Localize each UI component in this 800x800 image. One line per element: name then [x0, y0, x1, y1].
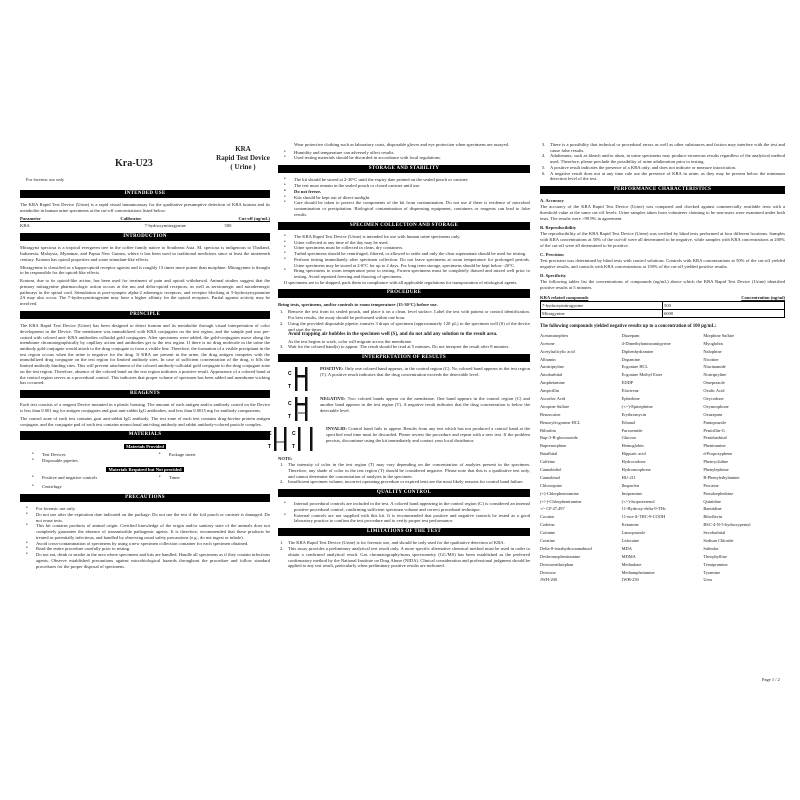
compound-item: Lansoprazole [621, 530, 646, 536]
compound-item: Caffeine [540, 459, 556, 465]
result-positive: C T POSITIVE: Only one colored band appears, in the control region (C). No colored band appears in the test region (T). A positive result indicates that the drug concentration exceeds the detectable level. [278, 366, 530, 392]
svg-text:C: C [268, 431, 272, 438]
compound-item: Acetone [540, 340, 555, 346]
compound-item: Hydromorphone [621, 467, 651, 472]
compound-item: Urea [703, 577, 712, 583]
compound-item: Oxymorphone [703, 403, 729, 409]
compound-item: Chloroquine [540, 482, 562, 488]
compound-item: Amphetamine [540, 380, 565, 386]
intended-use-text: The KRA Rapid Test Device (Urine) is a rapid visual immunoassay for the qualitative presumptive detection of KRA kratom and its metabolite in human urine specimens at the cut-off concentrations listed below: [20, 202, 270, 213]
related-compounds-table [540, 301, 785, 317]
svg-text:T: T [288, 414, 292, 421]
compound-item: Amitriptyline [540, 364, 564, 370]
result-negative: C T NEGATIVE: Two colored bands appear on the membrane. One band appears in the control region (C) and another band appears in the test region (T). A negative result indicates that the drug concentration is below the detectable level. [278, 396, 530, 422]
compound-item: Pantoprazole [703, 419, 727, 425]
compound-item: Albumin [540, 356, 556, 362]
compound-item: Oxalic Acid [703, 388, 725, 394]
compound-item: Penicillin-G [703, 427, 725, 433]
svg-text:T: T [268, 444, 272, 451]
positive-strip-icon [278, 366, 320, 392]
compound-item: (+/-)-Epinephrine [621, 403, 653, 409]
compound-item: Cannabidiol [540, 467, 562, 472]
compound-item: Morphine Sulfate [703, 332, 735, 338]
compound-item: Trimipramine [703, 561, 728, 567]
compound-item: Butalbital [540, 451, 558, 457]
compound-item: Efavirenz [621, 388, 639, 394]
compound-item: +/- CP 47,497 [540, 506, 565, 512]
cutoff-table: Parameter Calibrator Cut-off (ng/mL) KRA 7-hydroxymitragynine 500 [20, 215, 270, 228]
compound-item: Oxycodone [703, 395, 724, 401]
compound-item: Dextrose [540, 569, 556, 575]
compound-item: Niacinamide [703, 364, 726, 370]
section-principle: PRINCIPLE [20, 311, 270, 319]
compound-item: Nortriptyline [703, 372, 727, 378]
section-procedure: PROCEDURE [278, 289, 530, 297]
related-compounds-header: KRA related compounds Concentration (ng/ml) [540, 294, 785, 300]
svg-text:T: T [292, 444, 296, 451]
compound-item: JWH-200 [540, 577, 558, 583]
document-header [20, 140, 270, 186]
compound-item: Acetylsalicylic acid [540, 348, 575, 354]
compound-item: Ephedrine [621, 395, 640, 401]
compound-item: Imipramine [621, 490, 643, 496]
compound-item: Ketamine [621, 522, 639, 528]
table-row: KRA 7-hydroxymitragynine 500 [20, 222, 232, 228]
compound-item: Ampicillin [540, 388, 560, 394]
compound-item: Ranitidine [703, 506, 722, 512]
compound-item: Procaine [703, 482, 719, 488]
compound-item: Sodium Chloride [703, 538, 734, 544]
compound-item: Ecgonine HCL [621, 364, 649, 370]
compound-item: Benzocaine [540, 411, 561, 417]
compound-item: 11-nor-Δ-THC-9-COOH [621, 514, 666, 520]
svg-text:T: T [288, 384, 292, 391]
result-invalid: C T C T INVALID: Control band fails to appear. Results from any test which has not produced a control band at the specified read time must be discarded. Please review the procedure and repeat with a new test. If the problem persists, discontinue using the kit immediately and contact your local distributor. [268, 426, 530, 451]
compound-item: Pentobarbital [703, 435, 727, 441]
section-reagents: REAGENTS [20, 390, 270, 398]
compound-item: Ethanol [621, 419, 636, 425]
compound-item: Cocaine [540, 514, 555, 520]
compound-item: Pseudoephedrine [703, 490, 734, 496]
compound-item: Ecgonine Methyl Ester [621, 372, 663, 378]
invalid-strip-icon [268, 426, 326, 452]
compound-item: Bilirubin [540, 427, 556, 433]
compound-item: Amobarbital [540, 372, 563, 378]
compound-item: Creatine [540, 538, 555, 544]
compound-item: Glucose [621, 435, 637, 441]
compound-item: Tyramine [703, 569, 721, 575]
compound-item: Buprenorphine [540, 443, 567, 449]
compound-item: Nalophine [703, 348, 722, 354]
compound-item: (+)-Chlorpheniramine [540, 490, 579, 496]
compound-item: Methamphetamine [621, 569, 655, 575]
compound-item: B-Phenylethylamine [703, 474, 740, 480]
compound-item: Lidocaine [621, 538, 640, 544]
section-storage: STORAGE AND STABILITY [278, 165, 530, 173]
column-1: INTENDED USE The KRA Rapid Test Device (Urine) is a rapid visual immunoassay for the qualitative presumptive detection of KRA kratom and its metabolite in human urine specimens at the cut-off concentrations listed below: Parameter Calibrator Cut-off (ng/mL) KRA 7-hydroxymitragynine 500 INTRODUCTION Mitragyna speciosa is a tropical evergreen tree in the coffee family native to Southeast Asia. M. speciosa is indigenous to Thailand, Indonesia, Malaysia, Myanmar, and Papua New Guinea, where it has been used in traditional medicines since at least the nineteenth century. Kratom has opioid properties and some stimulant-like effects. Mitragynine is classified as a kappa-opioid receptor agonist and is roughly 13 times more potent than morphine. Mitragynine is thought to be responsible for the opioid-like effects. Kratom, due to its opioid-like action, has been used for treatment of pain and opioid withdrawal. Animal studies suggest that the primary mitragynine pharmacologic action occurs at the mu and delta-opioid receptors, as well as serotonergic and noradrenergic pathways in the spinal cord. Stimulation at post-synaptic alpha-2 adrenergic receptors, and receptor blocking at 5-hydroxytryptamine 2A may also occur. The 7-hydroxymitragynine may have a higher affinity for the opioid receptors. Partial agonist activity may be involved. PRINCIPLE The KRA Rapid Test Device (Urine) has been designed to detect kratom and its metabolite through visual interpretation of color development in the Device. The membrane was immobilized with KRA conjugates on the test region, and the sample pad was pre-coated with colored anti- KRA antibodies colloidal gold conjugates. After specimens were added, the gold-conjugates move along the membrane chromatographically by capillary action and antibodies get to the test region. If there is no drug molecule in the urine the antibody gold conjugate would attach to the drug conjugate to form a visible line. Therefore, the formation of a visible precipitant in the test region occurs when the urine is negative for the drug. If KRA are present in the urine, the drug antigen competes with the immobilized drug conjugate on the test region for limited antibody sites. In case of sufficient concentration of the drug, it fills the limited antibody binding sites. This will prevent attachment of the colored antibody-colloidal gold conjugate to the drug conjugate zone on the test region. Therefore, absence of the colored band on the test region indicates a positive result. Appearance of a colored band at the control region serves as a procedural control. This indicates that proper volume of specimen has been added and membrane wicking has occurred. REAGENTS Each test consists of a reagent Device mounted in a plastic housing. The amount of each antigen and/or antibody coated on the Device is less than 0.001 mg for antigen conjugates and goat anti-rabbit IgG antibodies, and less than 0.0015 mg for antibody components. The control zone of each test contains goat anti-rabbit IgG antibody. The test zone of each test contains drug-bovine protein antigen conjugate, and the conjugate pad of each test contains monoclonal anti-drug antibody and rabbit antibody-colored particle complex. MATERIALS Materials Provided • Test Devices • Disposable pipettes • Package insert Materials Required but Not provided • Positive and negative controls • Centrifuge • Timer PRECAUTIONS • For forensic use only. • Do not use after the expiration date indicated on the package. Do not use the test if the foil pouch or canister is damaged. Do not reuse tests. • This kit contains products of animal origin. Certified knowledge of the origin and/or sanitary state of the animals does not completely guarantee the absence of transmissible pathogenic agents. It is therefore, recommended that these products be treated as potentially infectious, and handled by observing usual safety precautions (e.g., do not ingest or inhale). • Avoid cross-contamination of specimens by using a new specimen collection container for each specimen obtained. • Read the entire procedure carefully prior to testing. • Do not eat, drink or smoke in the area where specimens and kits are handled. Handle all specimens as if they contain infectious agents. Observe established precautions against microbiological hazards throughout the procedure and follow standard procedures for the proper disposal of specimens. [20, 186, 270, 569]
compound-item: MDMA [621, 553, 636, 559]
table-row: Mitragynine 6000 [541, 310, 785, 318]
compound-item: Desbromopheniramine [540, 553, 581, 559]
compound-item: Quinidine [703, 498, 721, 504]
section-quality-control: QUALITY CONTROL [278, 489, 530, 497]
section-performance: PERFORMANCE CHARACTERISTICS [540, 186, 785, 194]
compound-item: Secobarbital [703, 530, 726, 536]
section-interpretation: INTERPRETATION OF RESULTS [278, 354, 530, 362]
section-precautions: PRECAUTIONS [20, 494, 270, 502]
column-2: Wear protective clothing such as laboratory coats, disposable gloves and eye protection when specimens are assayed. • Humidity and temperature can adversely affect results. • Used testing materials should be discarded in accordance with local regulations. STORAGE AND STABILITY • The kit should be stored at 2-30°C until the expiry date printed on the sealed pouch or canister. • The test must remain in the sealed pouch or closed canister until use. • Do not freeze. • Kits should be kept out of direct sunlight. • Care should be taken to protect the components of the kit from contamination. Do not use if there is evidence of microbial contamination or precipitation. Biological contamination of dispensing equipment, containers or reagents can lead to false results. SPECIMEN COLLECTION AND STORAGE • The KRA Rapid Test Device (Urine) is intended for use with human urine specimens only. • Urine collected at any time of the day may be used. • Urine specimens must be collected in clean, dry containers. • Turbid specimens should be centrifuged, filtered, or allowed to settle and only the clear supernatant should be used for testing. • Perform testing immediately after specimen collection. Do not leave specimens at room temperature for prolonged periods. Urine specimens may be stored at 2-8°C for up to 2 days. For long term storage, specimens should be kept below -20°C. • Bring specimens to room temperature prior to testing. Frozen specimens must be completely thawed and mixed well prior to testing. Avoid repeated freezing and thawing of specimens. If specimens are to be shipped, pack them in compliance with all applicable regulations for transportation of etiological agents. PROCEDURE Bring tests, specimens, and/or controls to room temperature (15-30°C) before use. 1. Remove the test from its sealed pouch, and place it on a clean, level surface. Label the test with patient or control identification. For best results, the assay should be performed within one hour. 2. Using the provided disposable pipette, transfer 3 drops of specimen (approximately 120 µL) to the specimen well (S) of the device and start the timer. Avoid trapping air bubbles in the specimen well (S), and do not add any solution to the result area. As the test begins to work, color will migrate across the membrane. 3. Wait for the colored band(s) to appear. The result should be read at 5 minutes. Do not interpret the result after 8 minutes. INTERPRETATION OF RESULTS C T POSITIVE: Only one colored band appears, in the control region (C). No colored band appears in the test region (T). A positive result indicates that the drug concentration exceeds the detectable level. C T NEGATIVE: Two colored bands appear on the membrane. One band appears in the control region (C) and another band appears in the test region (T). A negative result indicates that the drug concentration is below the detectable level. C T C T INVALID: Control band fails to appear. Results from any test which has not produced a control band at the specified read time must be discarded. Please review the procedure and repeat with a new test. If the problem persists, discontinue using the kit immediately and contact your local distributor. NOTE: 1. The intensity of color in the test region (T) may vary depending on the concentration of analytes present in the specimen. Therefore, any shade of color in the test region (T) should be considered negative. Please note that this is a qualitative test only, and cannot determine the concentration of analytes in the specimen. 2. Insufficient specimen volume, incorrect operating procedure or expired tests are the most likely reasons for control band failure. QUALITY CONTROL • Internal procedural controls are included in the test. A colored band appearing in the control region (C) is considered an internal positive procedural control, confirming sufficient specimen volume and correct procedural technique. • External controls are not supplied with this kit. It is recommended that positive and negative controls be tested as a good laboratory practice to confirm the test procedure and to verify proper test performance. LIMITATIONS OF THE TEST 1. The KRA Rapid Test Device (Urine) is for forensic use, and should be only used for the qualitative detection of KRA. 2. This assay provides a preliminary analytical test result only. A more specific alternative chemical method must be used in order to obtain a confirmed analytical result. Gas chromatography/mass spectrometry (GC/MS) has been established as the preferred confirmatory method by the National Institute on Drug Abuse (NIDA). Clinical consideration and professional judgment should be applied to any test result, particularly when preliminary positive results are indicated. [278, 142, 530, 569]
compound-item: 11-Hydroxy-delta-9-THc [621, 506, 666, 512]
compound-item: Hippuric acid [621, 451, 646, 457]
product-title: KRA Rapid Test Device ( Urine ) [216, 145, 270, 172]
compound-item: MDA [621, 545, 632, 551]
compound-item: Delta-8-tetrahydrocannabinol [540, 545, 592, 551]
compound-item: Phenylephrine [703, 467, 729, 472]
compound-item: Theophylline [703, 553, 727, 559]
compound-item: Ibuprofen [621, 482, 639, 488]
compound-item: Phencyclidine [703, 459, 729, 465]
compound-item: d-Propoxyphene [703, 451, 733, 457]
compound-item: Acetaminophen [540, 332, 568, 338]
compound-item: Omeprazole [703, 380, 725, 386]
compound-item: Myoglobin [703, 340, 723, 346]
svg-text:C: C [288, 401, 292, 408]
compound-item: Bup-3-B-glucuronide [540, 435, 578, 441]
svg-text:C: C [288, 371, 292, 378]
negative-strip-icon [278, 396, 320, 422]
compound-item: RSC-4-N-5-hydroxypentyl [703, 522, 751, 528]
column-3: 3. There is a possibility that technical or procedural errors as well as other substances and factors may interfere with the test and cause false results. 4. Adulterants, such as bleach and/or alum, in urine specimens may produce erroneous results regardless of the analytical method used. Therefore, please preclude the possibility of urine adulteration prior to testing. 5. A positive result indicates the presence of a KRA only, and does not indicate or measure intoxication. 6. A negative result does not at any time rule out the presence of KRA in urine, as they may be present below the minimum detection level of the test. PERFORMANCE CHARACTERISTICS A. Accuracy The accuracy of the KRA Rapid Test Device (Urine) was compared and checked against commercially available tests with a threshold value at the same cut-off levels. Urine samples taken from volunteers claiming to be non-users were examined under both tests. The results were >99.9% in agreement. B. Reproducibility The reproducibility of the KRA Rapid Test Device (Urine) was verified by blind tests performed at four different locations. Samples with KRA concentrations at 50% of the cut-off were all determined to be negative, while samples with KRA concentrations at 200% of the cut-off were all determined to be positive. C. Precision Test precision was determined by blind tests with control solutions. Controls with KRA concentrations at 50% of the cut-off yielded negative results, and controls with KRA concentrations at 150% of the cut-off yielded positive results. D. Specificity The following tables list the concentrations of compounds (ng/mL) above which the KRA Rapid Test Device (Urine) identified positive results at 5 minutes. KRA related compounds Concentration (ng/ml) 7-hydroxymitragynine 500 Mitragynine 6000 The following compounds yielded negative results up to a concentration of 100 µg/mL: Acetaminophen Diazepam Morphine Sulfate Acetone 4-Dimethylaminoantipyrine Myoglobin Acetylsalicylic acid Diphenhydramine Nalophine Albumin Dopamine Nicotine Amitriptyline Ecgonine HCL Niacinamide Amobarbital Ecgonine Methyl Ester Nortriptyline Amphetamine EDDP Omeprazole Ampicillin Efavirenz Oxalic Acid Ascorbic Acid Ephedrine Oxycodone Atropine Sulfate (+/-)-Epinephrine Oxymorphone Benzocaine Erythromycin Oxazepam Benzoylecgonine HCL Ethanol Pantoprazole Bilirubin Furosemide Penicillin-G Bup-3-B-glucuronide Glucose Pentobarbital Buprenorphine Hemoglobin Pheniramine Butalbital Hippuric acid d-Propoxyphene Caffeine Hydrocodone Phencyclidine Cannabidiol Hydromorphone Phenylephrine Cannabinol HU-211 B-Phenylethylamine Chloroquine Ibuprofen Procaine (+)-Chlorpheniramine Imipramine Pseudoephedrine (+/-)-Chlorpheniramine (+/-)-Isoproterenol Quinidine +/- CP 47,497 11-Hydroxy-delta-9-THc Ranitidine Cocaine 11-nor-Δ-THC-9-COOH Riboflavin Codeine Ketamine RSC-4-N-5-hydroxypentyl Cotinine Lansoprazole Secobarbital Creatine Lidocaine Sodium Chloride Delta-8-tetrahydrocannabinol MDA Sulindac Desbromopheniramine MDMA Theophylline Dextromethorphan Methadone Trimipramine Dextrose Methamphetamine Tyramine JWH-200 JWH-250 Urea [540, 142, 785, 583]
compound-item: Furosemide [621, 427, 643, 433]
section-introduction: INTRODUCTION [20, 233, 270, 241]
compound-item: Dopamine [621, 356, 640, 362]
compound-item: Sulindac [703, 545, 719, 551]
section-specimen: SPECIMEN COLLECTION AND STORAGE [278, 222, 530, 230]
section-limitations: LIMITATIONS OF THE TEST [278, 528, 530, 536]
compound-item: (+/-)-Isoproterenol [621, 498, 655, 504]
table-row: 7-hydroxymitragynine 500 [541, 302, 785, 310]
materials-required-heading: Materials Required but Not provided [108, 466, 182, 472]
compound-item: Cotinine [540, 530, 556, 536]
compound-item: Codeine [540, 522, 555, 528]
compound-item: Diazepam [621, 332, 640, 338]
compound-item: Methadone [621, 561, 642, 567]
compound-item: JWH-250 [621, 577, 639, 583]
svg-text:C: C [292, 431, 296, 438]
compound-item: Oxazepam [703, 411, 723, 417]
compound-item: Benzoylecgonine HCL [540, 419, 581, 425]
materials-provided-heading: Materials Provided [126, 443, 164, 449]
forensic-note: For forensic use only [26, 177, 65, 182]
compound-item: Hydrocodone [621, 459, 646, 465]
compound-item: 4-Dimethylaminoantipyrine [621, 340, 671, 346]
compound-item: HU-211 [621, 474, 636, 480]
compound-item: Riboflavin [703, 514, 723, 520]
section-intended-use: INTENDED USE [20, 190, 270, 198]
compound-item: Diphenhydramine [621, 348, 654, 354]
compound-item: Erythromycin [621, 411, 647, 417]
product-code: Kra-U23 [115, 158, 153, 169]
compound-item: Dextromethorphan [540, 561, 574, 567]
negative-compounds-list [540, 333, 785, 583]
compound-item: Nicotine [703, 356, 719, 362]
compound-item: Pheniramine [703, 443, 726, 449]
compound-item: (+/-)-Chlorpheniramine [540, 498, 582, 504]
compound-item: Hemoglobin [621, 443, 644, 449]
compound-item: Ascorbic Acid [540, 395, 566, 401]
section-materials: MATERIALS [20, 431, 270, 439]
page-number: Page 1 / 2 [762, 677, 780, 682]
compound-item: Atropine Sulfate [540, 403, 570, 409]
compound-item: Cannabinol [540, 474, 561, 480]
compound-item: EDDP [621, 380, 634, 386]
